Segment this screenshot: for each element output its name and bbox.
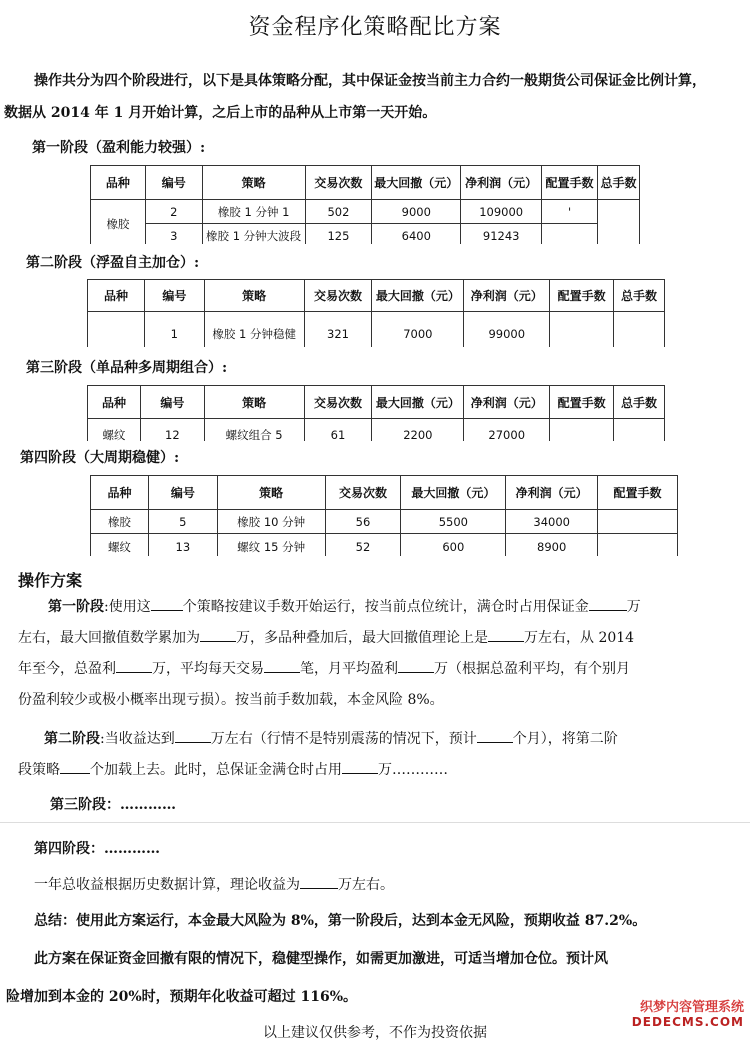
table-row: [91, 510, 678, 534]
table-cell: [550, 312, 614, 348]
col-header: 最大回撤（元）: [372, 280, 464, 312]
table-cell: 61: [304, 419, 372, 442]
table-cell: 橡胶 10 分钟: [217, 510, 325, 534]
table-cell: [614, 312, 665, 348]
table-cell: 7000: [372, 312, 464, 348]
col-header: 编号: [145, 166, 202, 200]
text-fragment: 万，多品种叠加后，最大回撤值理论上是: [236, 630, 488, 646]
text-fragment: :使用这: [104, 599, 151, 615]
ops-stage1-label: 第一阶段: [48, 599, 104, 615]
ops-stage2-label: 第二阶段: [44, 731, 100, 747]
col-header: 最大回撤（元）: [372, 166, 461, 200]
table-cell: 6400: [372, 224, 461, 245]
table-cell: 螺纹: [91, 534, 149, 557]
ops-stage4-text: 第四阶段：…………: [34, 841, 160, 857]
table-row: [91, 200, 640, 224]
table-cell: 5500: [401, 510, 506, 534]
text-fragment: 年至今，总盈利: [18, 661, 116, 677]
blank-field: [264, 658, 300, 673]
col-header: 交易次数: [325, 476, 401, 510]
table-cell: 56: [325, 510, 401, 534]
table-cell: 螺纹 15 分钟: [217, 534, 325, 557]
text-fragment: 万: [626, 599, 641, 615]
stage1-table: [90, 165, 640, 244]
table-cell: [542, 224, 598, 245]
col-header: 品种: [91, 476, 149, 510]
table-cell: 2: [145, 200, 202, 224]
watermark-line-2: DEDECMS.COM: [631, 1015, 744, 1029]
text-fragment: 段策略: [18, 762, 60, 778]
disclaimer: 以上建议仅供参考，不作为投资依据: [263, 1025, 487, 1041]
table-cell: 27000: [464, 419, 550, 442]
text-fragment: 笔，月平均盈利: [300, 661, 398, 677]
stage1-table-crop: [90, 165, 650, 244]
intro-line-2: 数据从 2014 年 1 月开始计算，之后上市的品种从上市第一天开始。: [4, 105, 437, 121]
paragraph-line-2: 险增加到本金的 20%时，预期年化收益可超过 116%。: [6, 989, 358, 1005]
table-cell: 99000: [464, 312, 550, 348]
table-cell: 321: [304, 312, 372, 348]
col-header: 品种: [91, 166, 146, 200]
table-row: [91, 534, 678, 557]
text-fragment: 左右，最大回撤值数学累加为: [18, 630, 200, 646]
table-cell: [598, 510, 678, 534]
col-header: 净利润（元）: [464, 386, 550, 419]
table-cell: 13: [148, 534, 217, 557]
table-cell: 橡胶 1 分钟 1: [202, 200, 305, 224]
table-cell: [88, 312, 145, 348]
blank-field: [60, 759, 90, 774]
stage3-heading: 第三阶段（单品种多周期组合）:: [26, 360, 228, 376]
col-header: 配置手数: [550, 280, 614, 312]
text-fragment: 份盈利较少或极小概率出现亏损）。按当前手数加载，本金风险 8%。: [18, 692, 444, 708]
table-cell: 8900: [506, 534, 598, 557]
col-header: 最大回撤（元）: [401, 476, 506, 510]
ops-stage2-text: [18, 724, 733, 786]
col-header: 策略: [217, 476, 325, 510]
stage2-table: [87, 279, 665, 347]
stage2-table-crop: [87, 279, 667, 347]
stage3-table-crop: [87, 385, 667, 441]
text-fragment: 万…………: [378, 762, 448, 778]
blank-field: [151, 596, 183, 611]
ops-stage1-text: [18, 592, 733, 716]
blank-field: [300, 874, 338, 889]
table-cell: 螺纹组合 5: [204, 419, 304, 442]
blank-field: [342, 759, 378, 774]
blank-field: [116, 658, 152, 673]
blank-field: [589, 596, 627, 611]
paragraph-line-1: 此方案在保证资金回撤有限的情况下，稳健型操作，如需更加激进，可适当增加仓位。预计风: [34, 951, 608, 967]
table-cell: 502: [305, 200, 372, 224]
text-fragment: :当收益达到: [100, 731, 175, 747]
col-header: 配置手数: [542, 166, 598, 200]
col-header: 品种: [88, 280, 145, 312]
blank-field: [200, 627, 236, 642]
col-header: 策略: [204, 280, 304, 312]
table-cell: 600: [401, 534, 506, 557]
blank-field: [175, 728, 211, 743]
blank-field: [398, 658, 434, 673]
table-cell: 91243: [461, 224, 542, 245]
col-header: 总手数: [598, 166, 640, 200]
col-header: 编号: [148, 476, 217, 510]
table-cell: 橡胶: [91, 200, 146, 245]
col-header: 交易次数: [305, 166, 372, 200]
table-cell: 橡胶: [91, 510, 149, 534]
col-header: 总手数: [614, 386, 665, 419]
table-cell: 2200: [372, 419, 464, 442]
ops-stage3-text: 第三阶段：…………: [50, 797, 176, 813]
text-fragment: 万，平均每天交易: [152, 661, 264, 677]
text-fragment: 个月），将第二阶: [512, 731, 618, 747]
col-header: 策略: [204, 386, 304, 419]
intro-line-1: 操作共分为四个阶段进行，以下是具体策略分配，其中保证金按当前主力合约一般期货公司保证金比例计算，: [34, 73, 706, 89]
table-cell: 109000: [461, 200, 542, 224]
table-row: [88, 419, 665, 442]
col-header: 交易次数: [304, 386, 372, 419]
divider: [0, 822, 750, 823]
col-header: 最大回撤（元）: [372, 386, 464, 419]
ops-heading: 操作方案: [18, 571, 83, 590]
table-cell: 1: [144, 312, 204, 348]
text-fragment: 万（根据总盈利平均，有个别月: [434, 661, 630, 677]
col-header: 净利润（元）: [464, 280, 550, 312]
col-header: 编号: [144, 280, 204, 312]
table-cell: [598, 200, 640, 245]
col-header: 配置手数: [550, 386, 614, 419]
watermark-line-1: 织梦内容管理系统: [639, 1000, 744, 1015]
table-cell: 125: [305, 224, 372, 245]
table-cell: 9000: [372, 200, 461, 224]
stage1-heading: 第一阶段（盈利能力较强）:: [32, 140, 206, 156]
stage3-table: [87, 385, 665, 441]
page-title: 资金程序化策略配比方案: [248, 15, 502, 40]
table-cell: 螺纹: [88, 419, 141, 442]
stage4-table: [90, 475, 678, 556]
text-fragment: 万左右。: [338, 877, 394, 893]
table-cell: 34000: [506, 510, 598, 534]
table-cell: [614, 419, 665, 442]
blank-field: [488, 627, 524, 642]
table-cell: 5: [148, 510, 217, 534]
text-fragment: 个加载上去。此时，总保证金满仓时占用: [90, 762, 342, 778]
col-header: 净利润（元）: [461, 166, 542, 200]
col-header: 品种: [88, 386, 141, 419]
table-cell: 3: [145, 224, 202, 245]
stage2-heading: 第二阶段（浮盈自主加仓）:: [26, 255, 200, 271]
col-header: 净利润（元）: [506, 476, 598, 510]
stage4-table-crop: [90, 475, 680, 556]
text-fragment: 个策略按建议手数开始运行，按当前点位统计，满仓时占用保证金: [182, 599, 589, 615]
table-row: [88, 312, 665, 348]
table-cell: [550, 419, 614, 442]
table-row: [91, 224, 640, 245]
col-header: 策略: [202, 166, 305, 200]
table-cell: 橡胶 1 分钟大波段: [202, 224, 305, 245]
text-fragment: 万左右（行情不是特别震荡的情况下，预计: [210, 731, 477, 747]
table-cell: [598, 534, 678, 557]
col-header: 总手数: [614, 280, 665, 312]
year-income-text: [34, 870, 394, 901]
table-cell: 橡胶 1 分钟稳健: [204, 312, 304, 348]
col-header: 编号: [140, 386, 204, 419]
col-header: 配置手数: [598, 476, 678, 510]
col-header: 交易次数: [304, 280, 372, 312]
summary-text: 总结：使用此方案运行，本金最大风险为 8%，第一阶段后，达到本金无风险，预期收益 87.2%。: [34, 913, 647, 929]
text-fragment: 一年总收益根据历史数据计算，理论收益为: [34, 877, 300, 893]
table-cell: ': [542, 200, 598, 224]
table-cell: 12: [140, 419, 204, 442]
table-cell: 52: [325, 534, 401, 557]
blank-field: [477, 728, 513, 743]
text-fragment: 万左右，从 2014: [524, 630, 635, 646]
watermark-logo: [632, 996, 744, 1029]
stage4-heading: 第四阶段（大周期稳健）:: [20, 450, 180, 466]
